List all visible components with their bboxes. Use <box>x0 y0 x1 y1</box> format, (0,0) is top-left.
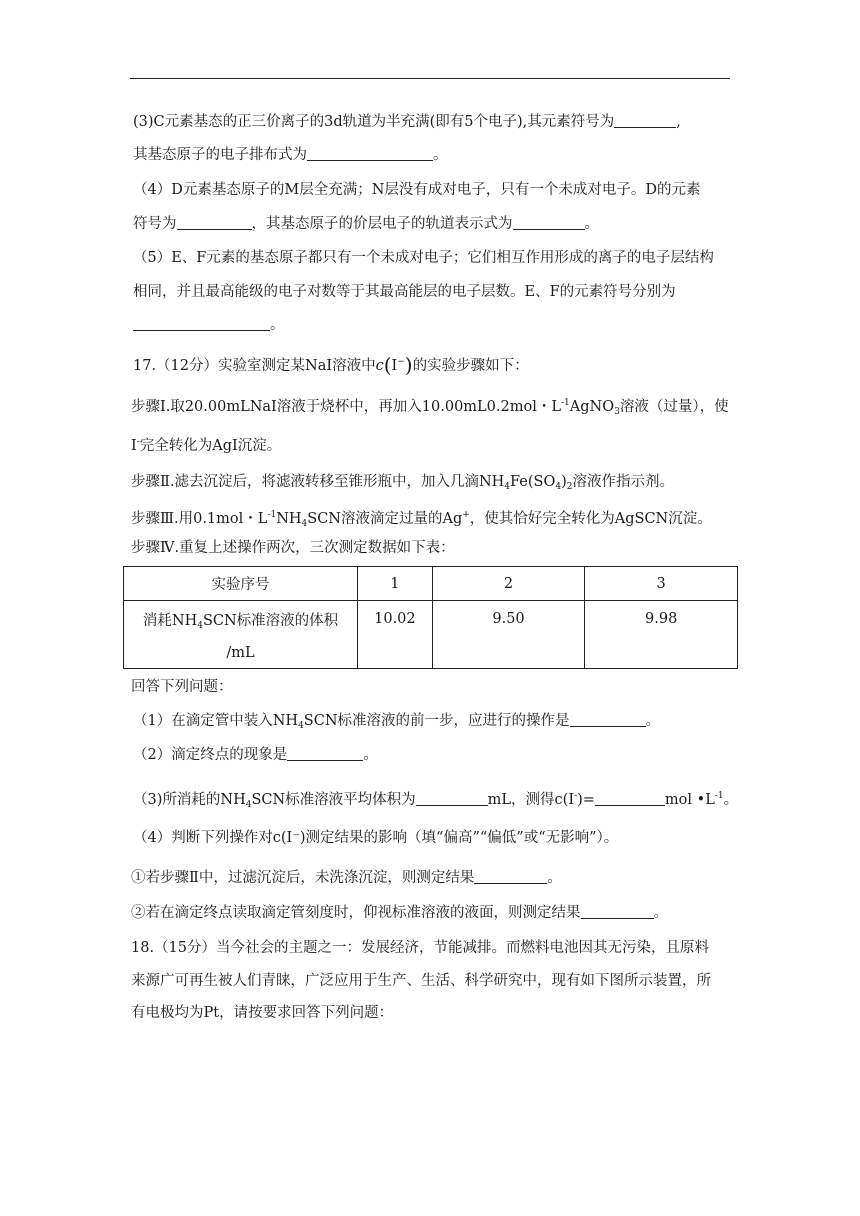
q17-step1-ion: I <box>131 438 137 454</box>
q17-title-text2: 的实验步骤如下： <box>412 358 529 374</box>
q16-part4-line2 <box>133 214 599 234</box>
q17-step1-text2: 溶液（过量），使 <box>619 399 729 415</box>
q16-part5-line3 <box>133 315 285 335</box>
q17-title <box>133 352 529 376</box>
q17-step1-text: 步骤Ⅰ.取20.00mLNaI溶液于烧杯中，再加入10.00mL0.2mol・L <box>131 399 561 415</box>
q17-step3-sub: 4 <box>301 519 308 529</box>
q16-part3-line2 <box>133 145 448 165</box>
volume-2: 9.50 <box>492 611 525 627</box>
q17-title-ion-charge: − <box>397 357 405 367</box>
q17-step1-line2 <box>131 432 281 456</box>
table-cell-volume-2 <box>432 601 585 669</box>
answer-blank[interactable] <box>177 215 252 230</box>
q16-part5-line1 <box>133 248 714 268</box>
answer-blank[interactable] <box>133 316 270 331</box>
volume-1: 10.02 <box>374 611 416 627</box>
answer-intro-text: 回答下列问题： <box>131 679 233 695</box>
q16-p4-text2: 符号为 <box>133 216 177 232</box>
q17-step1-sub: 3 <box>614 407 620 417</box>
q17-a1-text2: SCN标准溶液的前一步，应进行的操作是 <box>303 713 570 729</box>
table-trial-2: 2 <box>432 567 585 601</box>
q16-p3-period: 。 <box>433 147 448 163</box>
data-table <box>123 566 738 669</box>
q17-step3-exp: -1 <box>267 510 277 520</box>
q17-a4-1-text: ①若步骤Ⅱ中，过滤沉淀后，未洗涤沉淀，则测定结果 <box>131 870 475 886</box>
q17-step1-line1 <box>131 393 729 422</box>
q17-a4-text: （4）判断下列操作对c(I⁻)测定结果的影响（填“偏高”“偏低”或“无影响”）。 <box>133 830 619 846</box>
q17-a4-1-period: 。 <box>547 870 562 886</box>
q18-text1: 18.（15分）当今社会的主题之一：发展经济，节能减排。而燃料电池因其无污染，且原料 <box>131 940 710 956</box>
table-cell-volume-1 <box>358 601 433 669</box>
q18-line1 <box>131 938 709 958</box>
q16-part3-line1 <box>133 112 681 132</box>
q17-step2 <box>131 472 674 497</box>
q17-a3-text: （3)所消耗的NH <box>133 792 246 808</box>
q16-p5-text2: 相同，并且最高能级的电子对数等于其最高能层的电子层数。E、F的元素符号分别为 <box>133 284 676 300</box>
q16-p4-text3: ，其基态原子的价层电子的轨道表示式为 <box>251 216 513 232</box>
q17-a3-period: 。 <box>723 792 739 808</box>
table-trial-1: 1 <box>358 567 433 601</box>
q16-p4-text: （4）D元素基态原子的M层全充满；N层没有成对电子，只有一个未成对电子。D的元素 <box>133 182 701 198</box>
q18-text2: 来源广可再生被人们青睐，广泛应用于生产、生活、科学研究中，现有如下图所示装置，所 <box>131 973 711 989</box>
q16-p4-period: 。 <box>584 216 599 232</box>
q17-a4-2 <box>131 903 668 923</box>
q17-a3 <box>133 786 738 815</box>
table-row <box>124 601 738 669</box>
q16-p5-text: （5）E、F元素的基态原子都只有一个未成对电子；它们相互作用形成的离子的电子层结构 <box>133 250 714 266</box>
q17-step3-nh: NH <box>276 511 302 527</box>
q17-step2-text: 步骤Ⅱ.滤去沉淀后，将滤液转移至锥形瓶中，加入几滴NH <box>131 474 505 490</box>
q16-part4-line1 <box>133 180 701 200</box>
answer-blank[interactable] <box>595 791 665 806</box>
q17-a3-exp: - <box>574 791 578 801</box>
answer-blank[interactable] <box>581 904 654 919</box>
q17-title-ion: I <box>391 358 398 374</box>
q17-a1 <box>133 711 660 736</box>
q17-a3-exp2: -1 <box>714 791 724 801</box>
q17-a1-period: 。 <box>645 713 661 729</box>
answer-blank[interactable] <box>287 746 363 761</box>
q17-a2-period: 。 <box>363 747 378 763</box>
q17-step3 <box>131 505 712 534</box>
table-row-label <box>124 601 358 669</box>
table-header-label: 实验序号 <box>124 567 358 601</box>
q16-p3-comma: , <box>676 114 681 130</box>
q17-step1-exp: -1 <box>560 398 570 408</box>
table-row-label-unit: /mL <box>226 645 255 661</box>
q17-step1-text3: 完全转化为AgI沉淀。 <box>139 438 282 454</box>
q17-step3-text3: ，使其恰好完全转化为AgSCN沉淀。 <box>469 511 712 527</box>
q18-text3: 有电极均为Pt，请按要求回答下列问题： <box>131 1005 394 1021</box>
q17-step4 <box>131 538 455 558</box>
answer-blank[interactable] <box>416 791 488 806</box>
q17-step2-sub1: 4 <box>504 482 511 492</box>
q17-step4-text: 步骤Ⅳ.重复上述操作两次，三次测定数据如下表： <box>131 540 455 556</box>
q16-p3-text2: 其基态原子的电子排布式为 <box>133 147 307 163</box>
q17-a3-text5: mol •L <box>664 792 715 808</box>
answer-blank[interactable] <box>614 113 676 128</box>
q17-a3-text4: )= <box>577 792 595 808</box>
q17-title-paren-left: ( <box>383 353 392 377</box>
q17-step3-exp2: + <box>462 510 470 520</box>
q17-step2-sub3: 2 <box>566 482 573 492</box>
q17-a1-sub: 4 <box>298 721 304 731</box>
q17-a4 <box>133 828 618 848</box>
q18-line2 <box>131 971 711 991</box>
q17-a3-text3: mL，测得c(I <box>487 792 575 808</box>
answer-blank[interactable] <box>474 869 547 884</box>
answer-blank[interactable] <box>513 215 585 230</box>
q17-step1-agno: AgNO <box>569 399 615 415</box>
q17-step2-paren: ) <box>561 474 567 490</box>
q17-title-text: 17.（12分）实验室测定某NaI溶液中 <box>133 358 376 374</box>
q17-a4-2-period: 。 <box>653 905 668 921</box>
q18-line3 <box>131 1003 393 1023</box>
table-cell-volume-3 <box>585 601 738 669</box>
q17-step3-text: 步骤Ⅲ.用0.1mol・L <box>131 511 268 527</box>
q17-answer-intro <box>131 677 233 697</box>
q16-part5-line2 <box>133 282 676 302</box>
q17-a4-2-text: ②若在滴定终点读取滴定管刻度时，仰视标准溶液的液面，则测定结果 <box>131 905 581 921</box>
q17-step3-text2: SCN溶液滴定过量的Ag <box>307 511 463 527</box>
q17-a3-text2: SCN标准溶液平均体积为 <box>251 792 416 808</box>
q17-a3-sub: 4 <box>245 800 252 810</box>
q17-title-paren-right: ) <box>404 353 413 377</box>
q16-p3-text: (3)C元素基态的正三价离子的3d轨道为半充满(即有5个电子),其元素符号为 <box>133 114 615 130</box>
q17-step2-text2: Fe(SO <box>510 474 556 490</box>
q17-a2-text: （2）滴定终点的现象是 <box>133 747 288 763</box>
volume-3: 9.98 <box>645 611 678 627</box>
table-row-label-a: 消耗NH <box>142 613 198 629</box>
q17-title-c: c <box>375 358 384 374</box>
answer-blank[interactable] <box>570 712 646 727</box>
q17-step1-ion-charge: - <box>136 437 140 447</box>
q17-a2 <box>133 745 378 765</box>
q17-a4-1 <box>131 868 562 888</box>
table-header-row <box>124 567 738 601</box>
q17-step2-sub2: 4 <box>555 482 562 492</box>
table-row-label-sub: 4 <box>197 621 203 631</box>
header-rule <box>130 78 730 79</box>
q17-a1-text: （1）在滴定管中装入NH <box>133 713 299 729</box>
q16-p5-period: 。 <box>270 317 285 333</box>
q17-step2-text3: 溶液作指示剂。 <box>572 474 674 490</box>
table-row-label-b: SCN标准溶液的体积 <box>202 613 339 629</box>
table-trial-3: 3 <box>585 567 738 601</box>
answer-blank[interactable] <box>307 146 433 161</box>
